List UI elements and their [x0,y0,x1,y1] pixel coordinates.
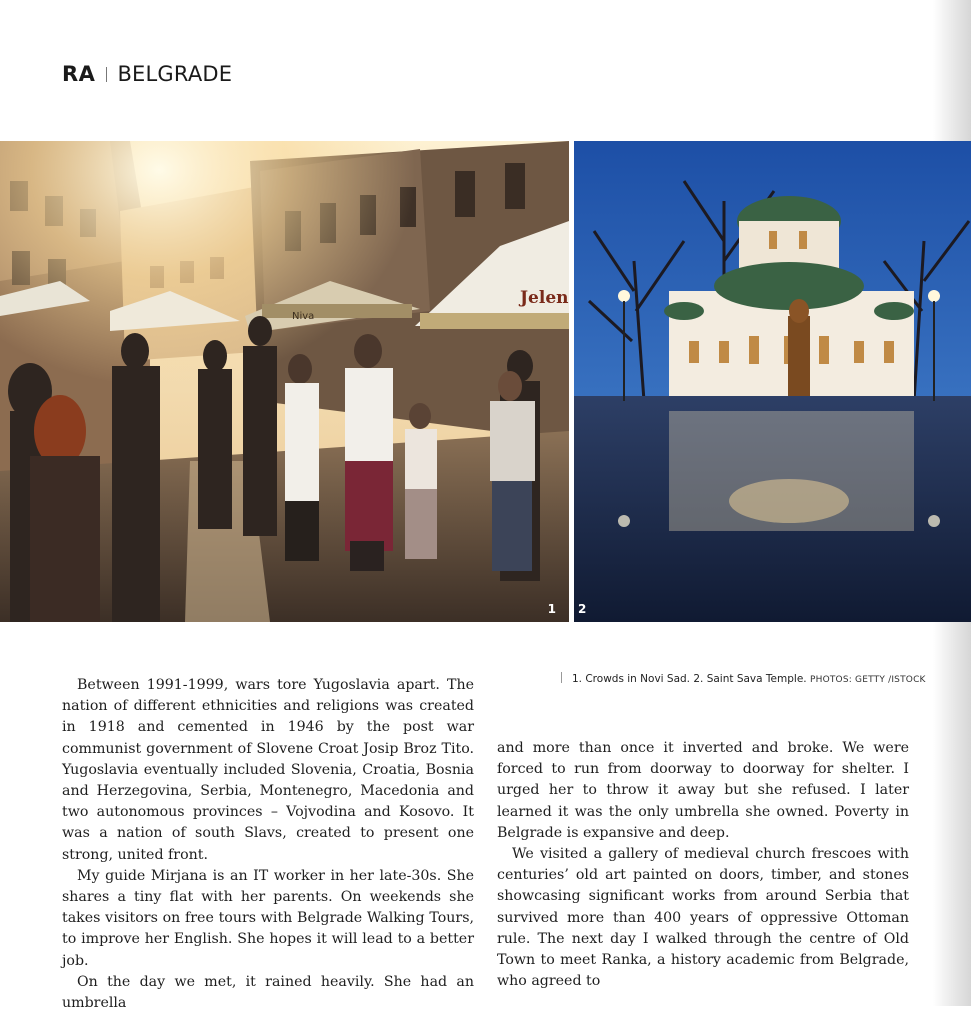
article-column-1 [62,675,474,1014]
article-paragraph: Between 1991-1999, wars tore Yugoslavia apart. The nation of different ethnicities and religions was created in 1918 and cemented in 1946 by the post war communist government of Slovene Croat Josip Broz Tito. Yugoslavia eventually included Slovenia, Croatia, Bosnia and Herzegovina, Serbia, Montenegro, Macedonia and two autonomous provinces – Vojvodina and Kosovo. It was a nation of south Slavs, created to present one strong, united front. [62,677,474,863]
temple-illustration [574,141,971,622]
page-header [62,62,232,86]
article-paragraph: We visited a gallery of medieval church frescoes with centuries’ old art painted on doors, timber, and stones showcasing significant works from around Serbia that survived more than 400 years of oppressive Ottoman rule. The next day I walked through the centre of Old Town to meet Ranka, a history academic from Belgrade, who agreed to [497,846,909,990]
photo-temple-night [574,141,971,622]
awning-text: Niva [292,311,315,322]
article-column-2 [497,738,909,992]
caption-divider [561,672,562,683]
article-paragraph-continued: and more than once it inverted and broke. We were forced to run from doorway to doorway for shelter. I urged her to throw it away but she refused. I later learned it was the only umbrella she owned. Poverty in Belgrade is expansive and deep. [497,740,909,841]
photo-number-1: 1 [547,602,556,616]
caption-text: 1. Crowds in Novi Sad. 2. Saint Sava Temple. [572,673,807,685]
street-scene-illustration [0,141,569,622]
umbrella-brand-text: Jelen [520,288,569,308]
photo-street-scene [0,141,569,622]
article-paragraph: On the day we met, it rained heavily. She had an umbrella [62,973,474,1012]
photo-credit: PHOTOS: GETTY /ISTOCK [809,675,926,685]
photo-number-2: 2 [578,602,587,616]
header-divider [106,67,107,82]
section-title: BELGRADE [117,62,233,86]
magazine-brand: RA [62,62,96,86]
article-paragraph: My guide Mirjana is an IT worker in her late-30s. She shares a tiny flat with her parents. On weekends she takes visitors on free tours with Belgrade Walking Tours, to improve her English. She hopes it will lead to a better job. [62,867,474,969]
photo-caption [561,672,926,685]
